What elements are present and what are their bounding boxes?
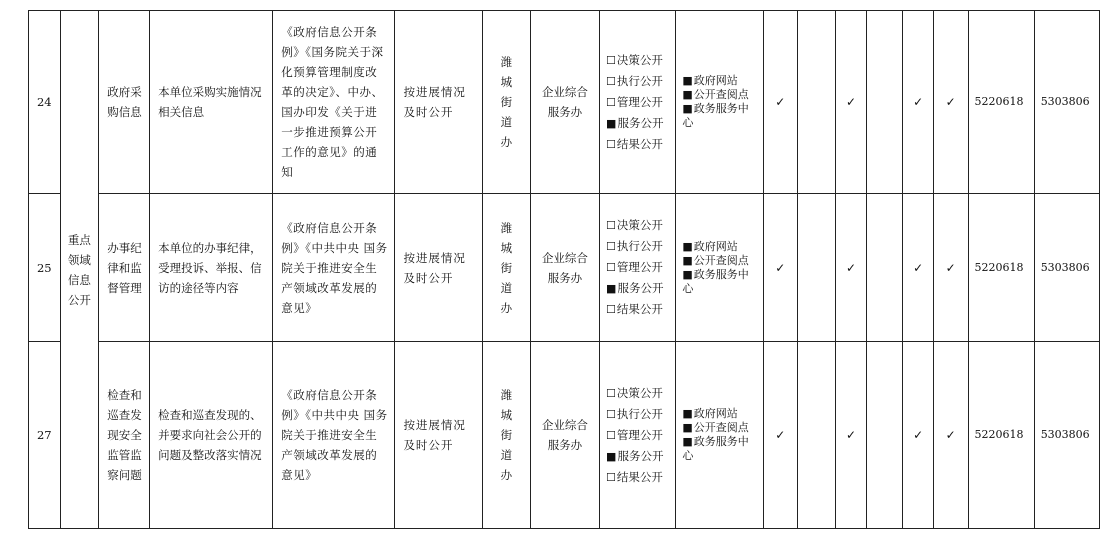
empty-box-icon: ☐ [606,261,616,274]
channel-option [682,254,759,268]
channel-option [682,407,759,421]
check-mark-icon: ✓ [903,11,934,194]
empty-box-icon: ☐ [606,470,616,484]
channel-label: 政务服务中心 [682,102,749,129]
row-number: 25 [29,194,61,342]
channel-label: 政府网站 [693,74,738,87]
empty-mark-cell [866,342,903,529]
empty-mark-cell [797,194,836,342]
empty-box-icon: ☐ [606,74,616,88]
item-content: 本单位采购实施情况相关信息 [150,11,273,194]
stage-label: 管理公开 [616,94,663,109]
disclosure-table [28,10,1100,529]
empty-box-icon: ☐ [606,137,616,151]
item-content: 本单位的办事纪律，受理投诉、举报、信访的途径等内容 [150,194,273,342]
channel-label: 政务服务中心 [682,267,749,295]
stage-option [606,92,671,113]
item-basis: 《政府信息公开条例》《中共中央 国务院关于推进安全生产领域改革发展的意见》 [273,342,395,529]
empty-box-icon: ☐ [606,240,616,253]
stage-label: 执行公开 [616,406,663,421]
empty-box-icon: ☐ [606,219,616,232]
responsible-unit: 企业综合服务办 [530,11,599,194]
item-basis: 《政府信息公开条例》《国务院关于深化预算管理制度改革的决定》、中办、国办印发《关于进一步推进预算公开工作的意见》的通知 [273,11,395,194]
disclosure-channels [676,11,764,194]
checked-box-icon: ■ [682,88,693,101]
responsible-subject: 潍城街道办 [482,11,530,194]
row-number: 24 [29,11,61,194]
checked-box-icon: ■ [682,102,693,115]
item-timing: 按进展情况及时公开 [395,194,483,342]
stage-label: 结果公开 [616,302,663,316]
checked-box-icon: ■ [606,449,617,463]
disclosure-stages [600,342,676,529]
channel-label: 政府网站 [693,407,738,420]
channel-option [682,268,759,296]
channel-label: 政务服务中心 [682,435,749,462]
check-mark-icon: ✓ [903,342,934,529]
empty-mark-cell [797,342,836,529]
stage-label: 决策公开 [616,52,663,67]
checked-box-icon: ■ [682,239,693,253]
check-mark-icon: ✓ [933,194,968,342]
stage-option [606,134,671,155]
stage-label: 管理公开 [616,427,663,442]
check-mark-icon: ✓ [763,11,797,194]
stage-label: 服务公开 [617,448,664,463]
channel-option [682,74,759,88]
stage-label: 管理公开 [616,260,663,274]
supervision-phone: 5303806 [1034,194,1099,342]
stage-option [606,257,671,278]
item-content: 检查和巡查发现的、并要求向社会公开的问题及整改落实情况 [150,342,273,529]
table-row [29,342,1100,529]
stage-option [606,404,671,425]
stage-option [606,50,671,71]
check-mark-icon: ✓ [763,194,797,342]
check-mark-icon: ✓ [836,11,867,194]
checked-box-icon: ■ [682,435,693,448]
disclosure-channels [676,342,764,529]
responsible-subject: 潍城街道办 [482,342,530,529]
checked-box-icon: ■ [682,267,693,281]
checked-box-icon: ■ [682,407,693,420]
stage-option [606,236,671,257]
table-row [29,194,1100,342]
channel-label: 公开查阅点 [693,88,749,101]
stage-option [606,71,671,92]
empty-mark-cell [866,194,903,342]
row-number: 27 [29,342,61,529]
empty-box-icon: ☐ [606,386,616,400]
stage-option [606,425,671,446]
category-cell: 重点领域信息公开 [60,11,99,529]
table-row [29,11,1100,194]
channel-option [682,88,759,102]
item-basis: 《政府信息公开条例》《中共中央 国务院关于推进安全生产领域改革发展的意见》 [273,194,395,342]
stage-option [606,215,671,236]
empty-box-icon: ☐ [606,407,616,421]
item-name: 检查和巡查发现安全监管监察问题 [99,342,150,529]
check-mark-icon: ✓ [903,194,934,342]
item-timing: 按进展情况及时公开 [395,342,483,529]
contact-phone: 5220618 [968,11,1034,194]
responsible-subject: 潍城街道办 [482,194,530,342]
empty-mark-cell [797,11,836,194]
check-mark-icon: ✓ [836,342,867,529]
checked-box-icon: ■ [682,421,693,434]
empty-box-icon: ☐ [606,428,616,442]
stage-option [606,278,671,299]
empty-box-icon: ☐ [606,95,616,109]
stage-label: 服务公开 [617,281,664,295]
checked-box-icon: ■ [606,116,617,130]
check-mark-icon: ✓ [933,11,968,194]
contact-phone: 5220618 [968,194,1034,342]
channel-label: 政府网站 [693,239,738,253]
channel-option [682,421,759,435]
item-name: 政府采购信息 [99,11,150,194]
stage-label: 执行公开 [616,73,663,88]
responsible-unit: 企业综合服务办 [530,194,599,342]
contact-phone: 5220618 [968,342,1034,529]
disclosure-channels [676,194,764,342]
stage-label: 决策公开 [616,218,663,232]
channel-option [682,102,759,130]
item-timing: 按进展情况及时公开 [395,11,483,194]
stage-option [606,383,671,404]
stage-label: 决策公开 [616,385,663,400]
stage-option [606,113,671,134]
stage-option [606,467,671,488]
stage-label: 结果公开 [616,136,663,151]
stage-option [606,446,671,467]
stage-label: 服务公开 [617,115,664,130]
empty-mark-cell [866,11,903,194]
disclosure-stages [600,194,676,342]
channel-label: 公开查阅点 [693,421,749,434]
item-name: 办事纪律和监督管理 [99,194,150,342]
checked-box-icon: ■ [682,74,693,87]
checked-box-icon: ■ [682,253,693,267]
check-mark-icon: ✓ [933,342,968,529]
disclosure-stages [600,11,676,194]
stage-label: 执行公开 [616,239,663,253]
check-mark-icon: ✓ [836,194,867,342]
check-mark-icon: ✓ [763,342,797,529]
channel-label: 公开查阅点 [693,253,749,267]
empty-box-icon: ☐ [606,53,616,67]
responsible-unit: 企业综合服务办 [530,342,599,529]
supervision-phone: 5303806 [1034,11,1099,194]
supervision-phone: 5303806 [1034,342,1099,529]
stage-label: 结果公开 [616,469,663,484]
channel-option [682,240,759,254]
stage-option [606,299,671,320]
empty-box-icon: ☐ [606,303,616,316]
channel-option [682,435,759,463]
checked-box-icon: ■ [606,282,617,295]
